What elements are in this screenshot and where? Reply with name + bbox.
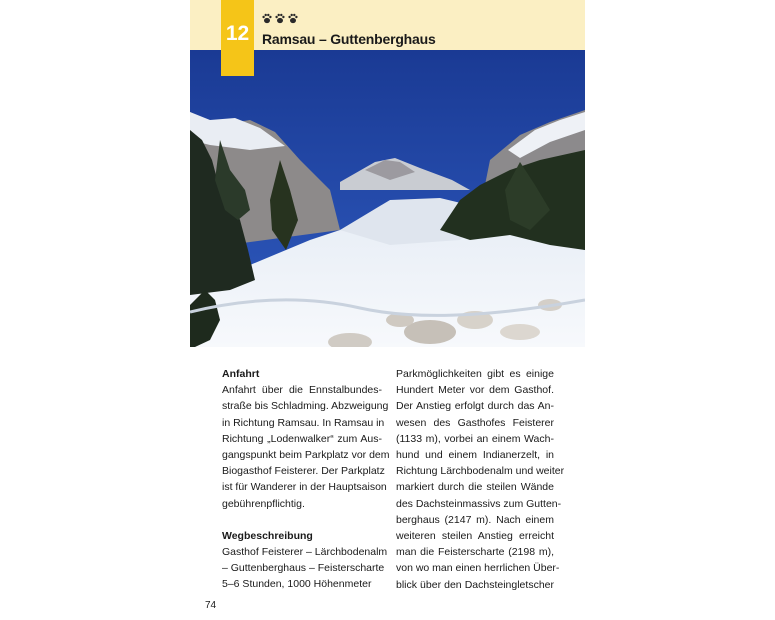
text-line: Anfahrt über die Ennstalbundes- xyxy=(222,384,382,397)
text-line: gebührenpflichtig. xyxy=(222,497,305,510)
text-line: hund und einem Indianerzelt, in xyxy=(396,449,554,462)
text-line: Richtung „Lodenwalker“ zum Aus- xyxy=(222,432,382,445)
text-line: 5–6 Stunden, 1000 Höhenmeter xyxy=(222,578,372,591)
text-line: Gasthof Feisterer – Lärchbodenalm xyxy=(222,546,388,559)
text-line: gangspunkt beim Parkplatz vor dem xyxy=(222,449,390,462)
text-line: weiteren steilen Anstieg erreicht xyxy=(396,530,554,543)
text-line: von wo man einen herrlichen Über- xyxy=(396,562,560,575)
tour-number-badge xyxy=(221,0,254,76)
right-text-column xyxy=(396,366,565,593)
text-line: Hundert Meter vor dem Gasthof. xyxy=(396,384,554,397)
text-line: wesen des Gasthofes Feisterer xyxy=(396,416,554,429)
tour-title: Ramsau – Guttenberghaus xyxy=(262,31,436,47)
page-number: 74 xyxy=(205,600,217,611)
text-line: ist für Wanderer in der Hauptsaison xyxy=(222,481,387,494)
text-line: des Dachsteinmassivs zum Gutten- xyxy=(396,497,562,510)
section-heading-wegbeschreibung: Wegbeschreibung xyxy=(222,529,313,542)
text-line: (1133 m), vorbei an einem Wach- xyxy=(396,432,554,445)
text-line: berghaus (2147 m). Nach einem xyxy=(396,513,554,526)
paw-icon xyxy=(275,13,285,24)
mountain-photo xyxy=(190,50,585,347)
text-line: blick über den Dachsteingletscher xyxy=(396,578,554,591)
text-line: Richtung Lärchbodenalm und weiter xyxy=(396,465,565,478)
text-line: Parkmöglichkeiten gibt es einige xyxy=(396,368,554,380)
section-heading-anfahrt: Anfahrt xyxy=(222,368,260,380)
paw-icon xyxy=(262,13,272,24)
text-line: markiert durch die steilen Wände xyxy=(396,481,554,494)
difficulty-rating xyxy=(262,13,298,24)
left-text-column xyxy=(222,366,390,593)
text-line: Der Anstieg erfolgt durch das An- xyxy=(396,400,554,413)
text-line: – Guttenberghaus – Feisterscharte xyxy=(222,562,385,575)
text-line: in Richtung Ramsau. In Ramsau in xyxy=(222,416,385,429)
text-line: Biogasthof Feisterer. Der Parkplatz xyxy=(222,465,385,478)
text-line: man die Feisterscharte (2198 m), xyxy=(396,546,554,559)
text-line: straße bis Schladming. Abzweigung xyxy=(222,400,389,413)
paw-icon xyxy=(288,13,298,24)
tour-number: 12 xyxy=(225,22,250,45)
